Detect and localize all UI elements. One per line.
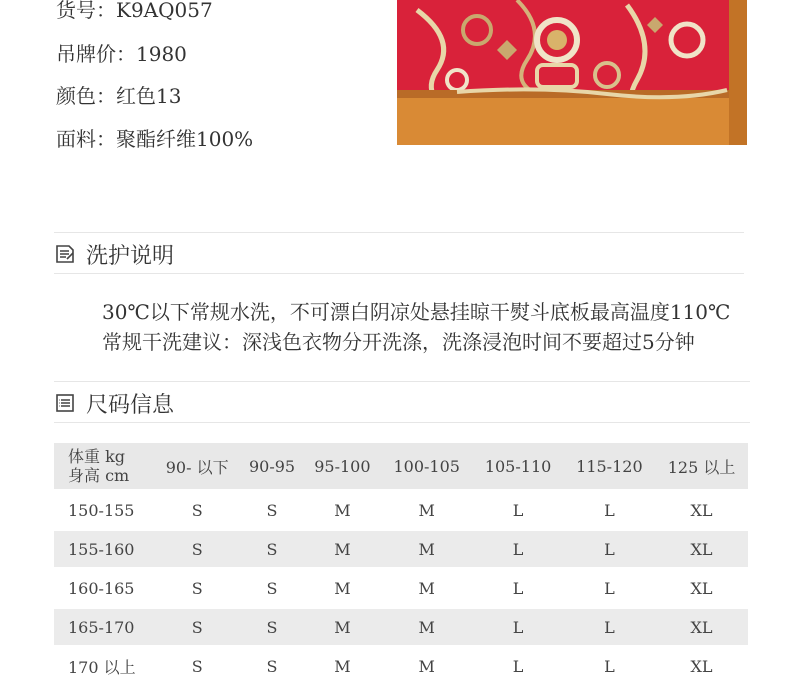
size-cell: S — [191, 500, 203, 520]
size-cell: L — [472, 531, 563, 567]
size-cell: M — [381, 531, 472, 567]
size-cell: XL — [690, 578, 713, 598]
size-cell: XL — [690, 500, 713, 520]
size-cell: M — [418, 578, 435, 598]
size-header-label — [54, 443, 154, 489]
size-cell: L — [472, 609, 563, 645]
size-cell: XL — [655, 531, 748, 567]
size-cell: M — [334, 578, 351, 598]
size-cell: M — [381, 609, 472, 645]
size-section-title: 尺码信息 — [86, 393, 175, 418]
size-cell: XL — [690, 656, 713, 676]
size-cell: L — [512, 656, 524, 676]
product-photo — [397, 0, 747, 145]
product-fabric: 面料：聚酯纤维100% — [56, 127, 254, 151]
size-cell: L — [604, 578, 615, 598]
header-weight-label: 体重 kg — [68, 447, 126, 466]
weight-column-header: 115-120 — [564, 443, 655, 489]
scarf-print-pattern — [397, 0, 747, 145]
weight-column-header: 105-110 — [472, 443, 563, 489]
size-section-header — [54, 381, 750, 423]
size-cell: S — [266, 656, 278, 676]
size-cell: M — [334, 656, 351, 676]
weight-column-header: 90-95 — [240, 443, 303, 489]
height-cell: 150-155 — [68, 500, 135, 520]
care-instruction-line-1: 30℃以下常规水洗，不可漂白阴凉处悬挂晾干熨斗底板最高温度110℃ — [102, 300, 731, 324]
product-color: 颜色：红色13 — [56, 84, 182, 108]
size-cell: L — [564, 531, 655, 567]
size-cell: S — [191, 578, 203, 598]
weight-column-header: 90- 以下 — [154, 443, 240, 489]
size-cell: S — [266, 578, 278, 598]
weight-column-header: 100-105 — [381, 443, 472, 489]
size-cell: L — [564, 609, 655, 645]
size-cell: M — [418, 500, 435, 520]
care-label-icon — [54, 243, 76, 265]
size-cell: L — [512, 578, 524, 598]
size-cell: L — [512, 500, 524, 520]
size-table — [54, 443, 748, 687]
care-section-title: 洗护说明 — [86, 244, 175, 269]
table-row — [54, 609, 748, 645]
size-cell: S — [154, 609, 240, 645]
height-cell: 165-170 — [54, 609, 154, 645]
size-cell: M — [304, 609, 381, 645]
size-cell: S — [154, 531, 240, 567]
height-cell: 155-160 — [54, 531, 154, 567]
weight-column-header: 95-100 — [304, 443, 381, 489]
weight-column-header: 125 以上 — [655, 443, 748, 489]
height-cell: 170 以上 — [68, 657, 136, 677]
height-cell: 160-165 — [68, 578, 135, 598]
size-list-icon — [54, 392, 76, 414]
table-row — [54, 531, 748, 567]
size-cell: S — [266, 500, 278, 520]
size-cell: M — [418, 656, 435, 676]
table-row — [54, 567, 748, 609]
size-cell: M — [334, 500, 351, 520]
table-row — [54, 489, 748, 531]
size-cell: L — [604, 656, 615, 676]
header-height-label: 身高 cm — [68, 466, 130, 485]
product-price: 吊牌价：1980 — [56, 42, 187, 66]
size-cell: S — [240, 531, 303, 567]
care-instruction-line-2: 常规干洗建议：深浅色衣物分开洗涤，洗涤浸泡时间不要超过5分钟 — [102, 330, 695, 354]
size-cell: XL — [655, 609, 748, 645]
table-row — [54, 645, 748, 687]
size-cell: M — [304, 531, 381, 567]
size-cell: L — [604, 500, 615, 520]
care-section-header — [54, 232, 744, 274]
product-sku: 货号：K9AQ057 — [56, 0, 213, 22]
size-cell: S — [240, 609, 303, 645]
size-table-header — [54, 443, 748, 489]
size-cell: S — [191, 656, 203, 676]
